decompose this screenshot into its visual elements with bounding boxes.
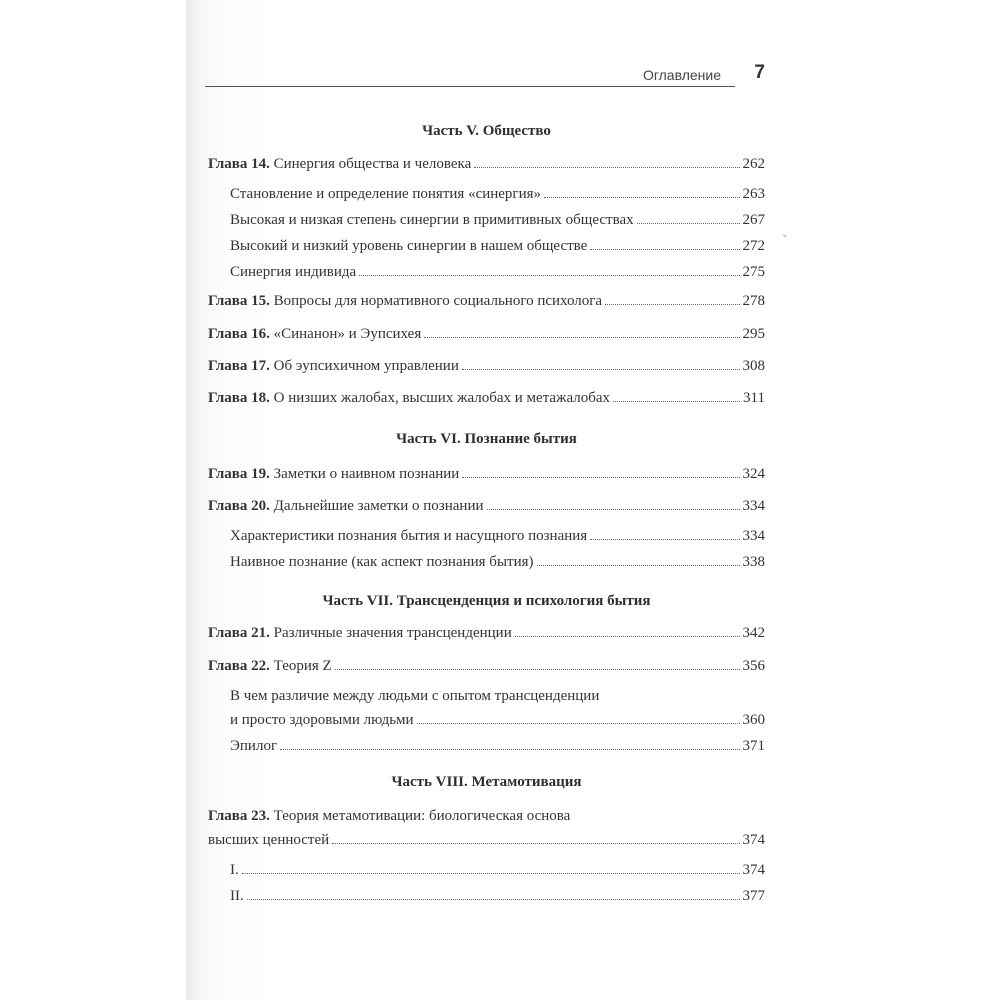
part-heading: Часть VIII. Метамотивация: [391, 774, 582, 790]
dot-leader: [462, 477, 739, 478]
dot-leader: [359, 275, 739, 276]
toc-entry[interactable]: [230, 887, 765, 905]
dot-leader: [605, 304, 739, 305]
entry-title: I.: [230, 862, 239, 878]
entry-page: 374: [742, 862, 765, 878]
toc-entry[interactable]: [230, 211, 765, 229]
running-header-title: Оглавление: [642, 67, 721, 83]
dot-leader: [637, 223, 740, 224]
entry-title: Заметки о наивном познании: [273, 466, 460, 482]
dot-leader: [462, 369, 740, 370]
dot-leader: [515, 636, 740, 637]
dot-leader: [474, 167, 739, 168]
entry-title: Наивное познание (как аспект познания бытия): [230, 554, 534, 570]
entry-title: высших ценностей: [208, 832, 330, 848]
toc-entry[interactable]: [208, 497, 765, 515]
entry-page: 334: [742, 498, 765, 514]
chapter-number: Глава 20.: [208, 498, 274, 514]
dot-leader: [590, 249, 739, 250]
chapter-number: Глава 17.: [208, 358, 274, 374]
entry-page: 263: [742, 186, 765, 202]
dot-leader: [417, 723, 740, 724]
dot-leader: [537, 565, 740, 566]
entry-title: Синергия общества и человека: [273, 156, 472, 172]
toc-entry[interactable]: [208, 465, 765, 483]
entry-page: 338: [742, 554, 765, 570]
dot-leader: [544, 197, 739, 198]
toc-entry[interactable]: [208, 624, 765, 642]
entry-title: Высокий и низкий уровень синергии в нашем обществе: [230, 238, 588, 254]
toc-entry[interactable]: [208, 657, 765, 675]
entry-page: 278: [742, 293, 765, 309]
entry-page: 324: [742, 466, 765, 482]
entry-page: 311: [743, 390, 765, 406]
chapter-number: Глава 14.: [208, 156, 274, 172]
header-rule: [205, 86, 735, 87]
toc-entry[interactable]: [230, 237, 765, 255]
dot-leader: [590, 539, 739, 540]
toc-entry[interactable]: [230, 553, 765, 571]
dot-leader: [247, 899, 740, 900]
entry-page: 360: [742, 712, 765, 728]
toc-entry[interactable]: [208, 389, 765, 407]
toc-entry[interactable]: [208, 831, 765, 849]
chapter-number: Глава 21.: [208, 625, 274, 641]
entry-page: 262: [742, 156, 765, 172]
toc-entry[interactable]: [230, 711, 765, 729]
entry-page: 371: [742, 738, 765, 754]
part-heading: Часть V. Общество: [422, 123, 551, 139]
entry-title: Теория Z: [273, 658, 332, 674]
entry-title: Вопросы для нормативного социального психолога: [273, 293, 603, 309]
entry-page: 275: [742, 264, 765, 280]
chapter-number: Глава 18.: [208, 390, 274, 406]
dot-leader: [613, 401, 740, 402]
chapter-number: Глава 19.: [208, 466, 274, 482]
running-header: [205, 62, 765, 92]
dot-leader: [424, 337, 739, 338]
margin-mark: ˅: [782, 233, 788, 246]
chapter-number: Глава 15.: [208, 293, 274, 309]
entry-page: 342: [742, 625, 765, 641]
toc-entry[interactable]: [230, 737, 765, 755]
dot-leader: [242, 873, 740, 874]
dot-leader: [487, 509, 740, 510]
toc-entry[interactable]: [208, 155, 765, 173]
dot-leader: [335, 669, 740, 670]
entry-page: 374: [742, 832, 765, 848]
entry-title: Дальнейшие заметки о познании: [273, 498, 484, 514]
part-heading: Часть VI. Познание бытия: [396, 431, 577, 447]
entry-title: Характеристики познания бытия и насущного познания: [230, 528, 588, 544]
toc-entry[interactable]: [230, 185, 765, 203]
dot-leader: [280, 749, 739, 750]
entry-title-line1: Теория метамотивации: биологическая основа: [273, 808, 571, 824]
entry-page: 377: [742, 888, 765, 904]
page-number: 7: [754, 62, 765, 83]
entry-title: Различные значения трансценденции: [273, 625, 512, 641]
entry-page: 295: [742, 326, 765, 342]
entry-title: О низших жалобах, высших жалобах и метажалобах: [273, 390, 611, 406]
entry-page: 356: [742, 658, 765, 674]
entry-title: Эпилог: [230, 738, 278, 754]
entry-title: II.: [230, 888, 244, 904]
toc-entry[interactable]: [208, 292, 765, 310]
toc-entry[interactable]: [230, 263, 765, 281]
entry-page: 308: [742, 358, 765, 374]
dot-leader: [332, 843, 739, 844]
entry-page: 272: [742, 238, 765, 254]
entry-title-first-line: В чем различие между людьми с опытом трансценденции: [230, 688, 600, 704]
entry-page: 267: [742, 212, 765, 228]
entry-title: Синергия индивида: [230, 264, 357, 280]
chapter-number: Глава 23.: [208, 808, 274, 824]
entry-title: Об эупсихичном управлении: [273, 358, 459, 374]
chapter-number: Глава 22.: [208, 658, 274, 674]
entry-page: 334: [742, 528, 765, 544]
chapter-number: Глава 16.: [208, 326, 274, 342]
entry-title-first-line: [208, 807, 570, 825]
entry-title: Становление и определение понятия «синергия»: [230, 186, 542, 202]
entry-title: «Синанон» и Эупсихея: [273, 326, 422, 342]
toc-entry[interactable]: [208, 357, 765, 375]
part-heading: Часть VII. Трансценденция и психология бытия: [322, 593, 651, 609]
toc-entry[interactable]: [230, 861, 765, 879]
entry-title: и просто здоровыми людьми: [230, 712, 414, 728]
toc-entry[interactable]: [230, 527, 765, 545]
entry-title: Высокая и низкая степень синергии в примитивных обществах: [230, 212, 634, 228]
toc-entry[interactable]: [208, 325, 765, 343]
